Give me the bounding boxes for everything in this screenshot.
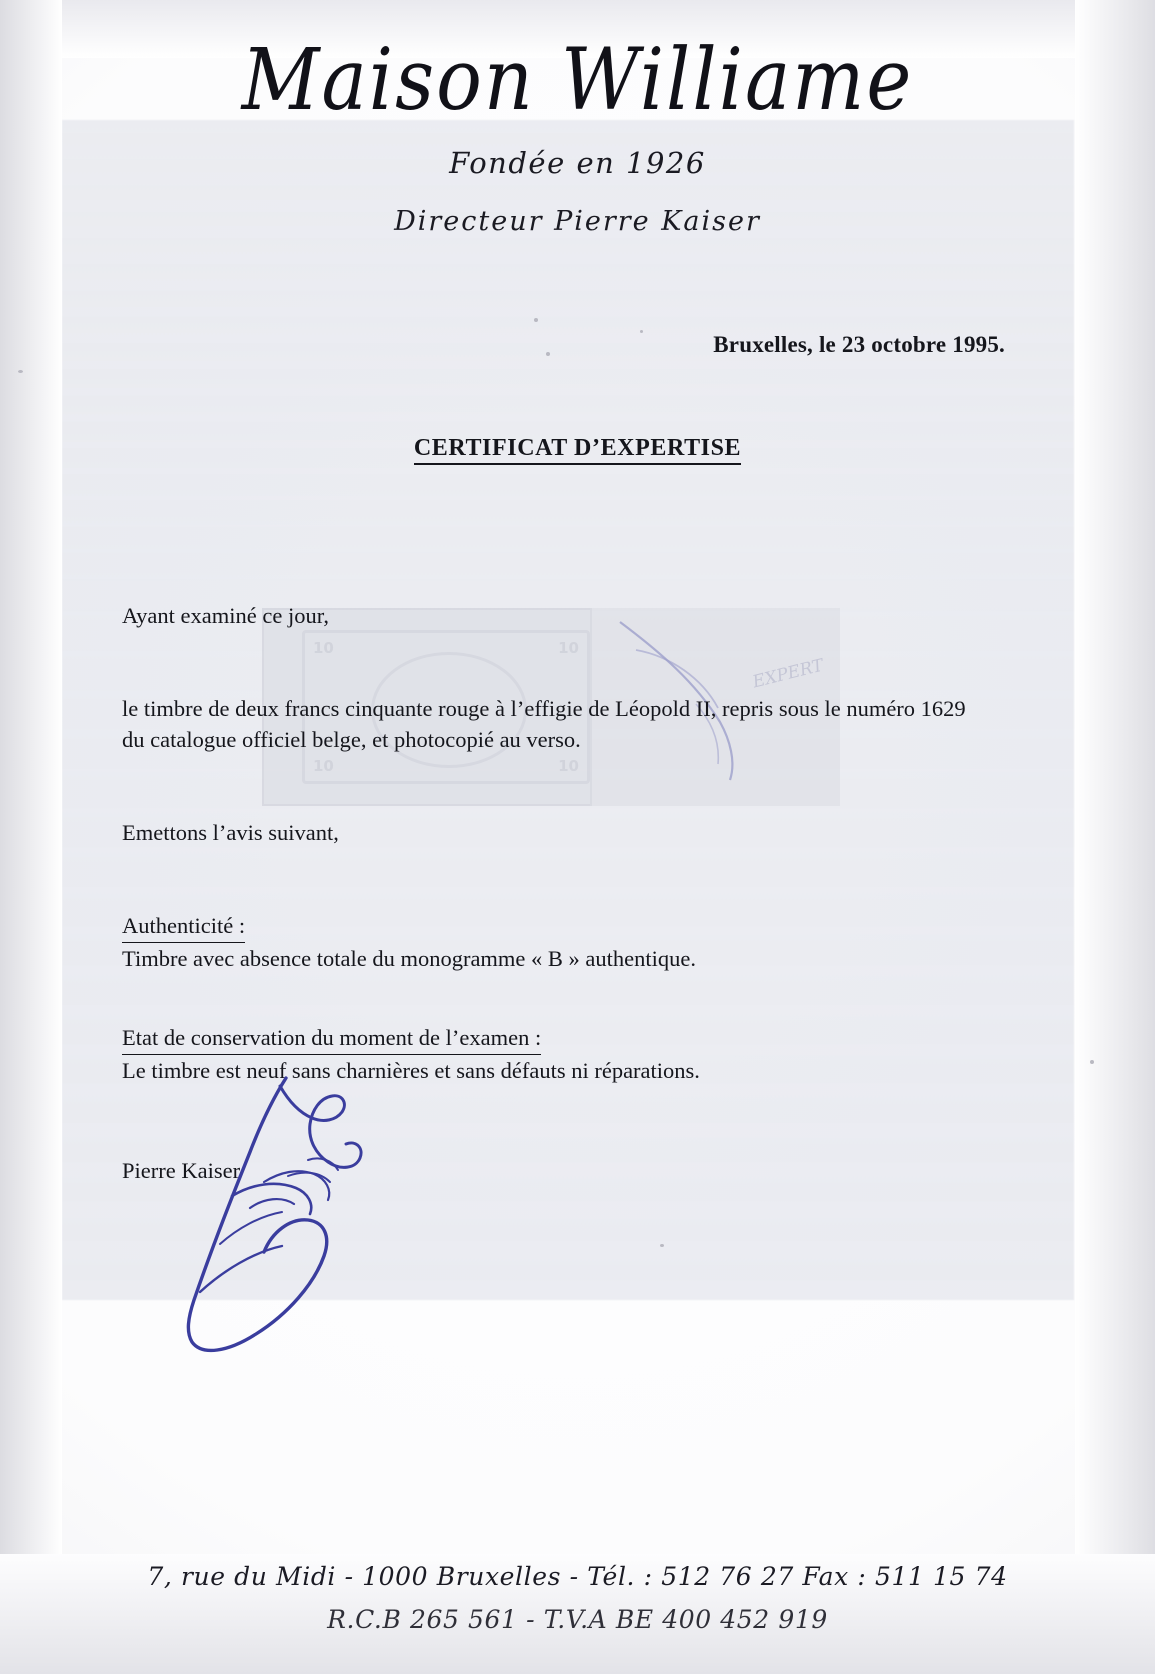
authenticity-heading-text: Authenticité : xyxy=(122,910,245,943)
subject-line-2: du catalogue officiel belge, et photocopié au verso. xyxy=(122,727,581,753)
condition-heading-text: Etat de conservation du moment de l’examen : xyxy=(122,1022,541,1055)
body-text xyxy=(122,600,1035,1086)
stamp-value-mark: 10 xyxy=(558,757,579,775)
scan-speck xyxy=(18,370,23,373)
subject-line-1: le timbre de deux francs cinquante rouge à l’effigie de Léopold II, repris sous le numéro 1629 xyxy=(122,696,966,722)
authenticity-heading xyxy=(122,910,1035,943)
condition-heading xyxy=(122,1022,1035,1055)
founded-line: Fondée en 1926 xyxy=(449,145,706,180)
footer-address-line: 7, rue du Midi - 1000 Bruxelles - Tél. : 512 76 27 Fax : 511 15 74 xyxy=(147,1562,1008,1591)
condition-text: Le timbre est neuf sans charnières et sans défauts ni réparations. xyxy=(122,1058,700,1084)
stamp-value-mark: 10 xyxy=(558,639,579,657)
company-name: Maison Williame xyxy=(241,29,914,130)
stamp-value-mark: 10 xyxy=(313,639,334,657)
stamp-value-mark: 10 xyxy=(313,757,334,775)
footer xyxy=(0,1562,1155,1634)
scan-edge-left xyxy=(0,0,62,1674)
scan-edge-right xyxy=(1075,0,1155,1674)
footer-registration-line: R.C.B 265 561 - T.V.A BE 400 452 919 xyxy=(327,1605,828,1634)
intro-paragraph: Ayant examiné ce jour, xyxy=(122,603,329,628)
page-title-text: CERTIFICAT D’EXPERTISE xyxy=(414,435,741,465)
director-line: Directeur Pierre Kaiser xyxy=(394,205,761,237)
letterhead xyxy=(0,29,1155,237)
scan-speck xyxy=(660,1244,664,1247)
stamp-overprint-text: EXPERT xyxy=(750,655,826,693)
opinion-intro: Emettons l’avis suivant, xyxy=(122,820,339,846)
scan-speck xyxy=(640,330,643,333)
authenticity-text: Timbre avec absence totale du monogramme « B » authentique. xyxy=(122,946,697,972)
scan-speck xyxy=(546,352,550,356)
dateline: Bruxelles, le 23 octobre 1995. xyxy=(713,332,1005,357)
scan-speck xyxy=(1090,1060,1094,1064)
signatory-name: Pierre Kaiser xyxy=(122,1158,241,1183)
page-title xyxy=(0,435,1155,462)
scan-speck xyxy=(534,318,538,322)
